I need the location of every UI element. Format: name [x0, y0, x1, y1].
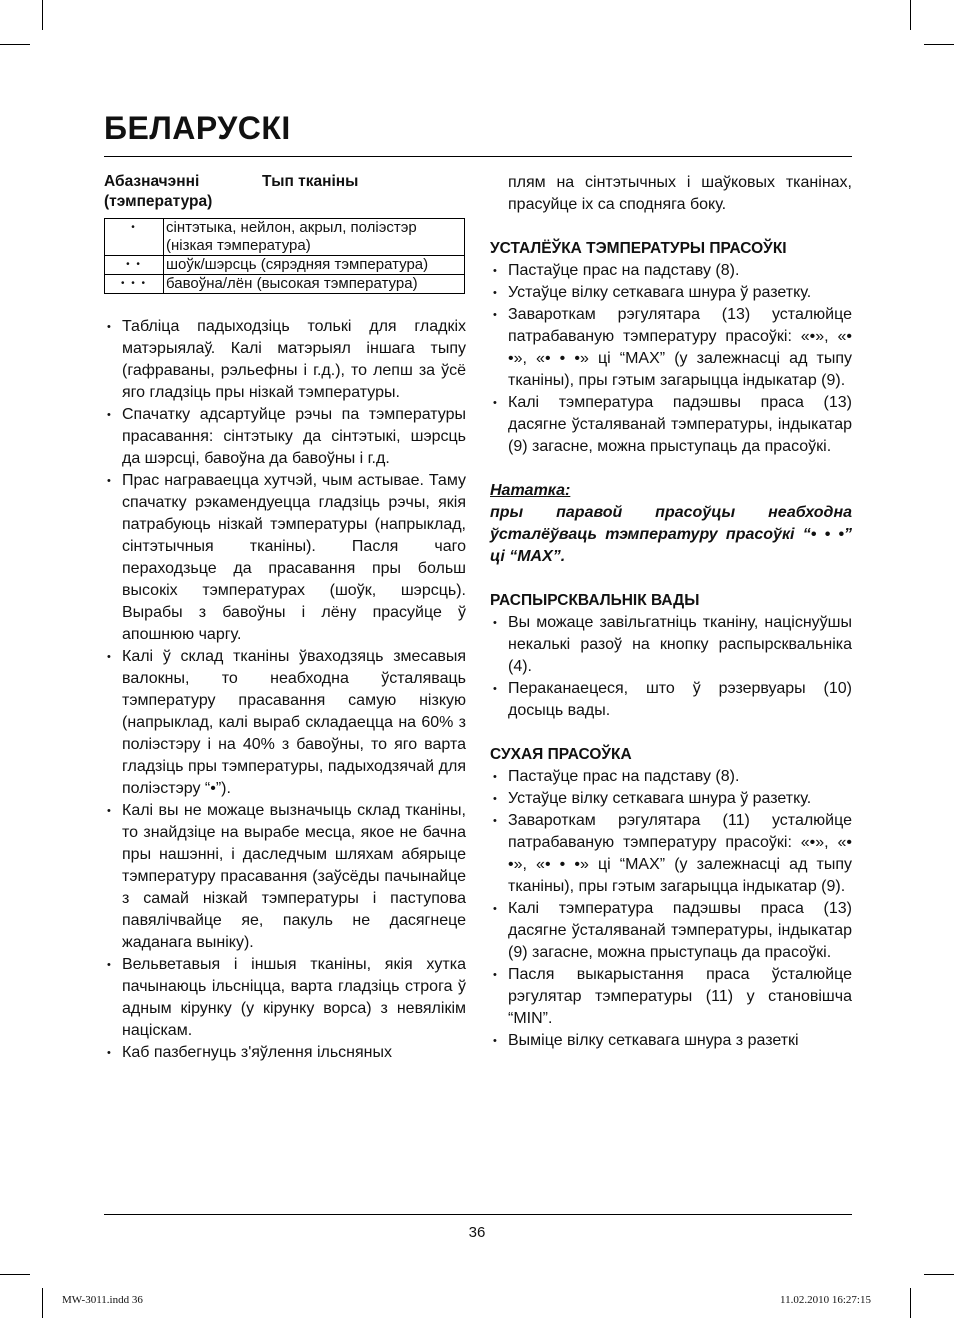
temp-symbol: •	[105, 219, 164, 256]
left-column	[104, 172, 466, 1064]
list-item: • Пастаўце прас на падставу (8).	[490, 260, 852, 282]
section-title-sprayer: РАСПЫРСКВАЛЬНІК ВАДЫ	[490, 592, 700, 609]
list-item: • Прас награваецца хутчэй, чым астывае. Таму спачатку рэкамендуецца гладзіць рэчы, якія патрабуюць нізкай тэмпературы (напрыклад, сінтэтычныя тканіны). Пасля чаго пераходзьце да прасавання пры больш высокіх тэмпературах (шоўк, шэрсць). Вырабы з бавоўны і лёну прасуйце ў апошнюю чаргу.	[104, 470, 466, 646]
list-item: • Табліца падыходзіць толькі для гладкіх матэрыялаў. Калі матэрыял іншага тыпу (гафраваны, рэльефны і г.д.), то лепш за ўсё яго гладзіць пры нізкай тэмпературы.	[104, 316, 466, 404]
ironing-tips-list	[104, 316, 466, 1064]
dry-ironing-steps-list	[490, 766, 852, 1052]
list-item: • Вы можаце завільгатніць тканіну, націснуўшы некалькі разоў на кнопку распырсквальніка (4).	[490, 612, 852, 678]
crop-mark	[0, 1274, 30, 1275]
bottom-divider	[104, 1214, 852, 1215]
list-item: • Вельветавыя і іншыя тканіны, якія хутка пачынаюць ільсніцца, варта гладзіць строга ў адным кірунку (у кірунку ворса) з невялікім націскам.	[104, 954, 466, 1042]
list-item: • Устаўце вілку сеткавага шнура ў разетку.	[490, 282, 852, 304]
list-item: • Завароткам рэгулятара (11) усталюйце патрабаваную тэмпературу прасоўкі: «•», «• •», «• • •» ці “MAX” (у залежнасці ад тыпу тканіны), пры гэтым загарыцца індыкатар (9).	[490, 810, 852, 898]
section-title-temperature: УСТАЛЁЎКА ТЭМПЕРАТУРЫ ПРАСОЎКІ	[490, 240, 787, 257]
table-header-symbol: Абазначэнні (тэмпература)	[104, 173, 213, 210]
temp-symbol: • • •	[105, 275, 164, 294]
crop-mark	[924, 1274, 954, 1275]
table-header	[104, 172, 466, 214]
list-item: • Пасля выкарыстання праса ўсталюйце рэгулятар тэмпературы (11) у становішча “MIN”.	[490, 964, 852, 1030]
list-item: • Пераканаецеся, што ў рэзервуары (10) досыць вады.	[490, 678, 852, 722]
list-item: • Калі тэмпература падэшвы праса (13) дасягне ўсталяванай тэмпературы, індыкатар (9) загасне, можна прыступаць да прасоўкі.	[490, 392, 852, 458]
crop-mark	[910, 1288, 911, 1318]
crop-mark	[924, 44, 954, 45]
note-text: пры паравой прасоўцы неабходна ўсталёўваць тэмпературу прасоўкі “• • •” ці “MAX”.	[490, 504, 852, 565]
fabric-type: бавоўна/лён (высокая тэмпература)	[164, 275, 465, 294]
fabric-type: сінтэтыка, нейлон, акрыл, поліэстэр (нізкая тэмпература)	[164, 219, 465, 256]
footer-file: MW-3011.indd 36	[62, 1294, 143, 1306]
section-title-dry-ironing: СУХАЯ ПРАСОЎКА	[490, 746, 632, 763]
list-item: • Калі вы не можаце вызначыць склад тканіны, то знайдзіце на вырабе месца, якое не бачна пры нашэнні, і даследчым шляхам абярыце тэмпературу прасавання (заўсёды пачынайце з самай нізкай тэмпературы і паступова павялічвайце яе, пакуль не дасягнеце жаданага выніку).	[104, 800, 466, 954]
table-header-fabric: Тып тканіны	[262, 173, 359, 190]
note-title: Нататка:	[490, 482, 571, 499]
title-divider	[104, 156, 852, 157]
crop-mark	[910, 0, 911, 30]
footer-datetime: 11.02.2010 16:27:15	[780, 1294, 871, 1306]
table-row	[105, 256, 465, 275]
page-title: БЕЛАРУСКІ	[104, 110, 291, 146]
list-item: • Завароткам рэгулятара (13) усталюйце патрабаваную тэмпературу прасоўкі: «•», «• •», «• • •» ці “MAX” (у залежнасці ад тыпу тканіны), пры гэтым загарыцца індыкатар (9).	[490, 304, 852, 392]
crop-mark	[42, 0, 43, 30]
crop-mark	[42, 1288, 43, 1318]
crop-mark	[0, 44, 30, 45]
list-item: • Спачатку адсартуйце рэчы па тэмпературы прасавання: сінтэтыку да сінтэтыкі, шэрсць да шэрсці, бавоўна да бавоўны і г.д.	[104, 404, 466, 470]
list-item: • Калі тэмпература падэшвы праса (13) дасягне ўсталяванай тэмпературы, індыкатар (9) загасне, можна прыступаць да прасоўкі.	[490, 898, 852, 964]
right-column	[490, 172, 852, 1052]
table-row	[105, 275, 465, 294]
list-item: • Пастаўце прас на падставу (8).	[490, 766, 852, 788]
temperature-steps-list	[490, 260, 852, 458]
fabric-temperature-table	[104, 218, 465, 294]
temp-symbol: • •	[105, 256, 164, 275]
list-item: • Устаўце вілку сеткавага шнура ў разетку.	[490, 788, 852, 810]
sprayer-steps-list	[490, 612, 852, 722]
table-row	[105, 219, 465, 256]
list-item: • Выміце вілку сеткавага шнура з разеткі	[490, 1030, 852, 1052]
fabric-type: шоўк/шэрсць (сярэдняя тэмпература)	[164, 256, 465, 275]
list-item: • Калі ў склад тканіны ўваходзяць змесавыя валокны, то неабходна ўсталяваць тэмпературу прасавання самую нізкую (напрыклад, калі выраб складаецца на 60% з поліэстэру і на 40% з бавоўны, то яго варта гладзіць пры тэмпературы, падыходзячай для поліэстэру “•”).	[104, 646, 466, 800]
page-number: 36	[468, 1224, 486, 1241]
continued-text: плям на сінтэтычных і шаўковых тканінах, прасуйце іх са сподняга боку.	[508, 174, 852, 213]
list-item: • Каб пазбегнуць з'яўлення ільсняных	[104, 1042, 466, 1064]
